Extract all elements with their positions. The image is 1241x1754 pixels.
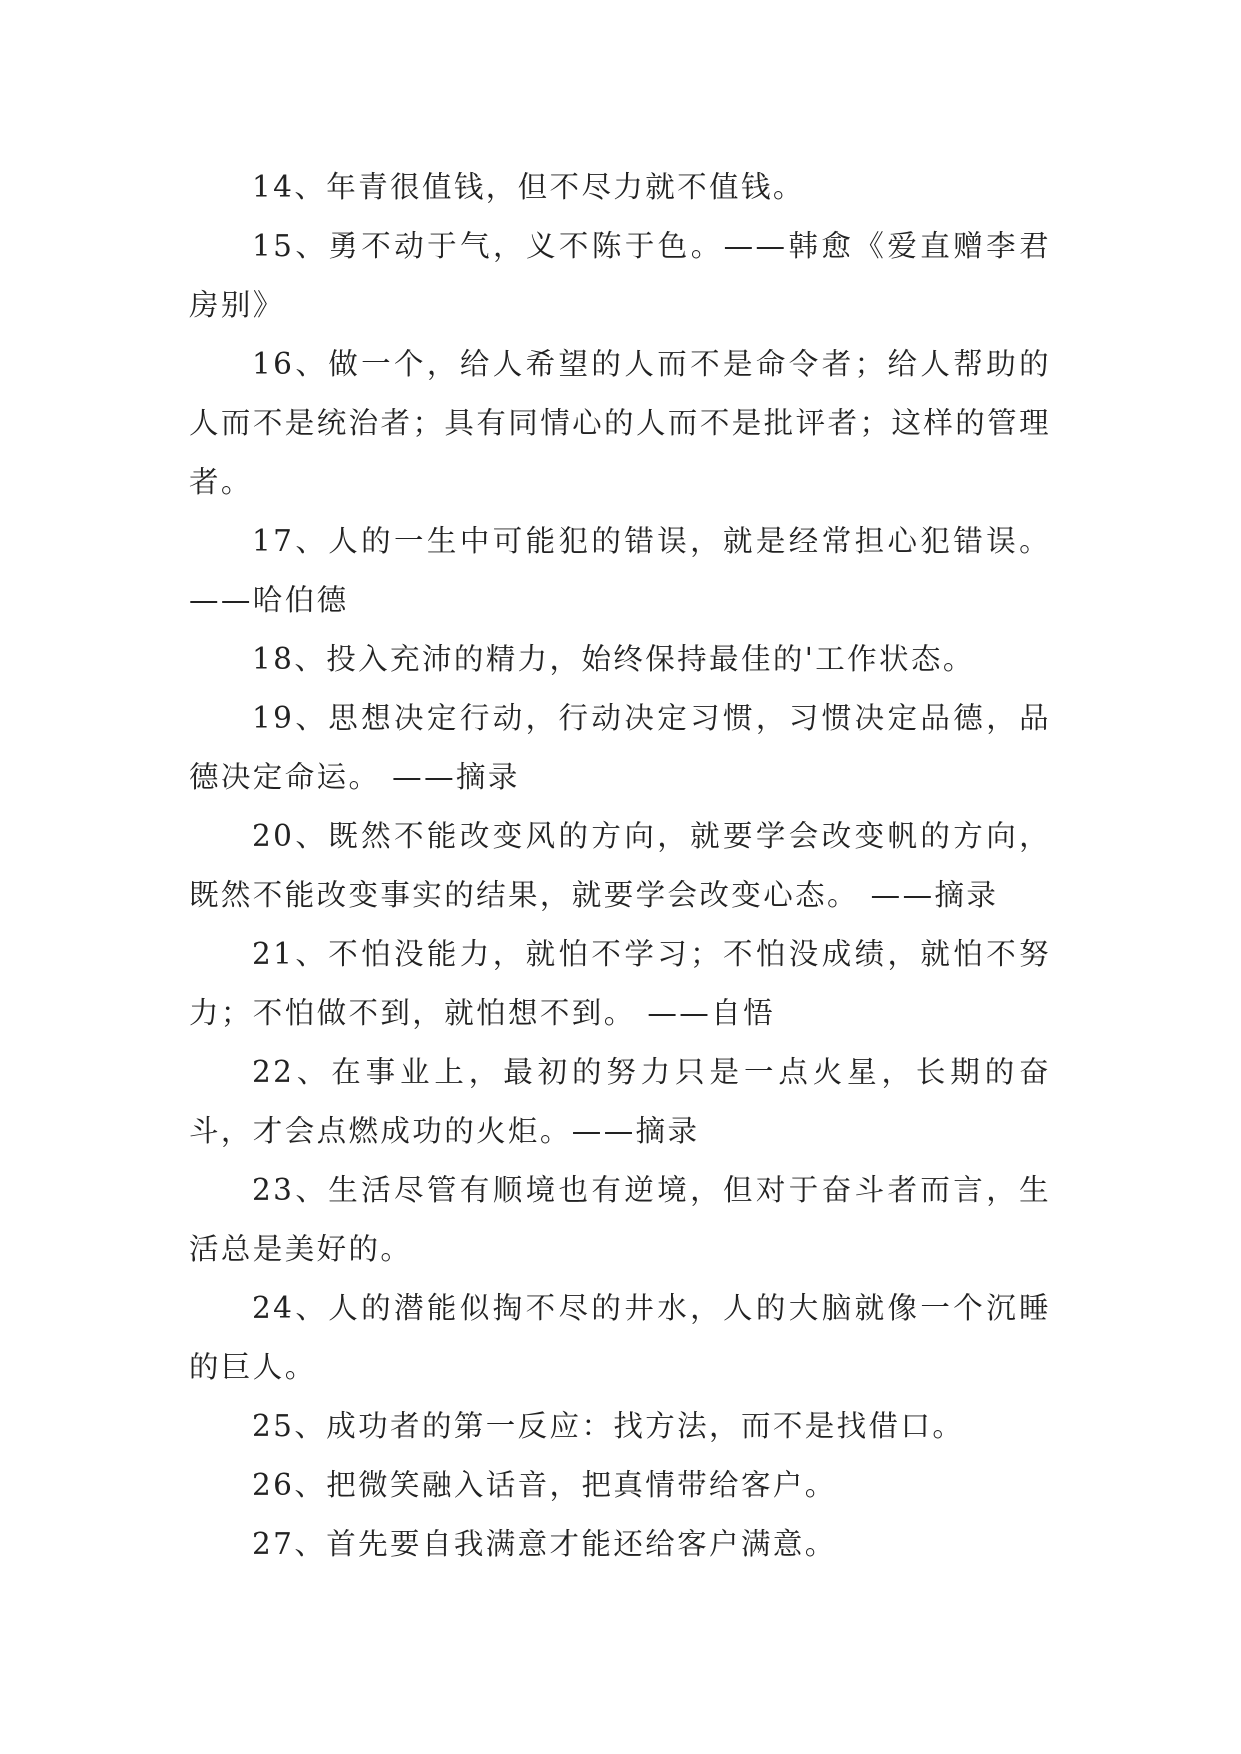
paragraph-16: 16、做一个，给人希望的人而不是命令者；给人帮助的人而不是统治者；具有同情心的人而不是批评者；这样的管理者。 bbox=[189, 347, 1051, 499]
paragraph-14: 14、年青很值钱，但不尽力就不值钱。 bbox=[252, 170, 805, 204]
document-body bbox=[189, 158, 1051, 1574]
paragraph-24: 24、人的潜能似掏不尽的井水，人的大脑就像一个沉睡的巨人。 bbox=[189, 1291, 1051, 1384]
paragraph-20: 20、既然不能改变风的方向，就要学会改变帆的方向，既然不能改变事实的结果，就要学会改变心态。 ——摘录 bbox=[189, 819, 1051, 912]
paragraph-15: 15、勇不动于气，义不陈于色。——韩愈《爱直赠李君房别》 bbox=[189, 229, 1051, 322]
paragraph-26: 26、把微笑融入话音，把真情带给客户。 bbox=[252, 1468, 837, 1502]
paragraph-21: 21、不怕没能力，就怕不学习；不怕没成绩，就怕不努力；不怕做不到，就怕想不到。 ——自悟 bbox=[189, 937, 1051, 1030]
paragraph-17: 17、人的一生中可能犯的错误，就是经常担心犯错误。——哈伯德 bbox=[189, 524, 1051, 617]
paragraph-18: 18、投入充沛的精力，始终保持最佳的'工作状态。 bbox=[252, 642, 975, 676]
paragraph-25: 25、成功者的第一反应：找方法，而不是找借口。 bbox=[252, 1409, 965, 1443]
paragraph-19: 19、思想决定行动，行动决定习惯，习惯决定品德，品德决定命运。 ——摘录 bbox=[189, 701, 1051, 794]
paragraph-27: 27、首先要自我满意才能还给客户满意。 bbox=[252, 1527, 837, 1561]
paragraph-23: 23、生活尽管有顺境也有逆境，但对于奋斗者而言，生活总是美好的。 bbox=[189, 1173, 1051, 1266]
paragraph-22: 22、在事业上，最初的努力只是一点火星，长期的奋斗，才会点燃成功的火炬。——摘录 bbox=[189, 1055, 1051, 1148]
